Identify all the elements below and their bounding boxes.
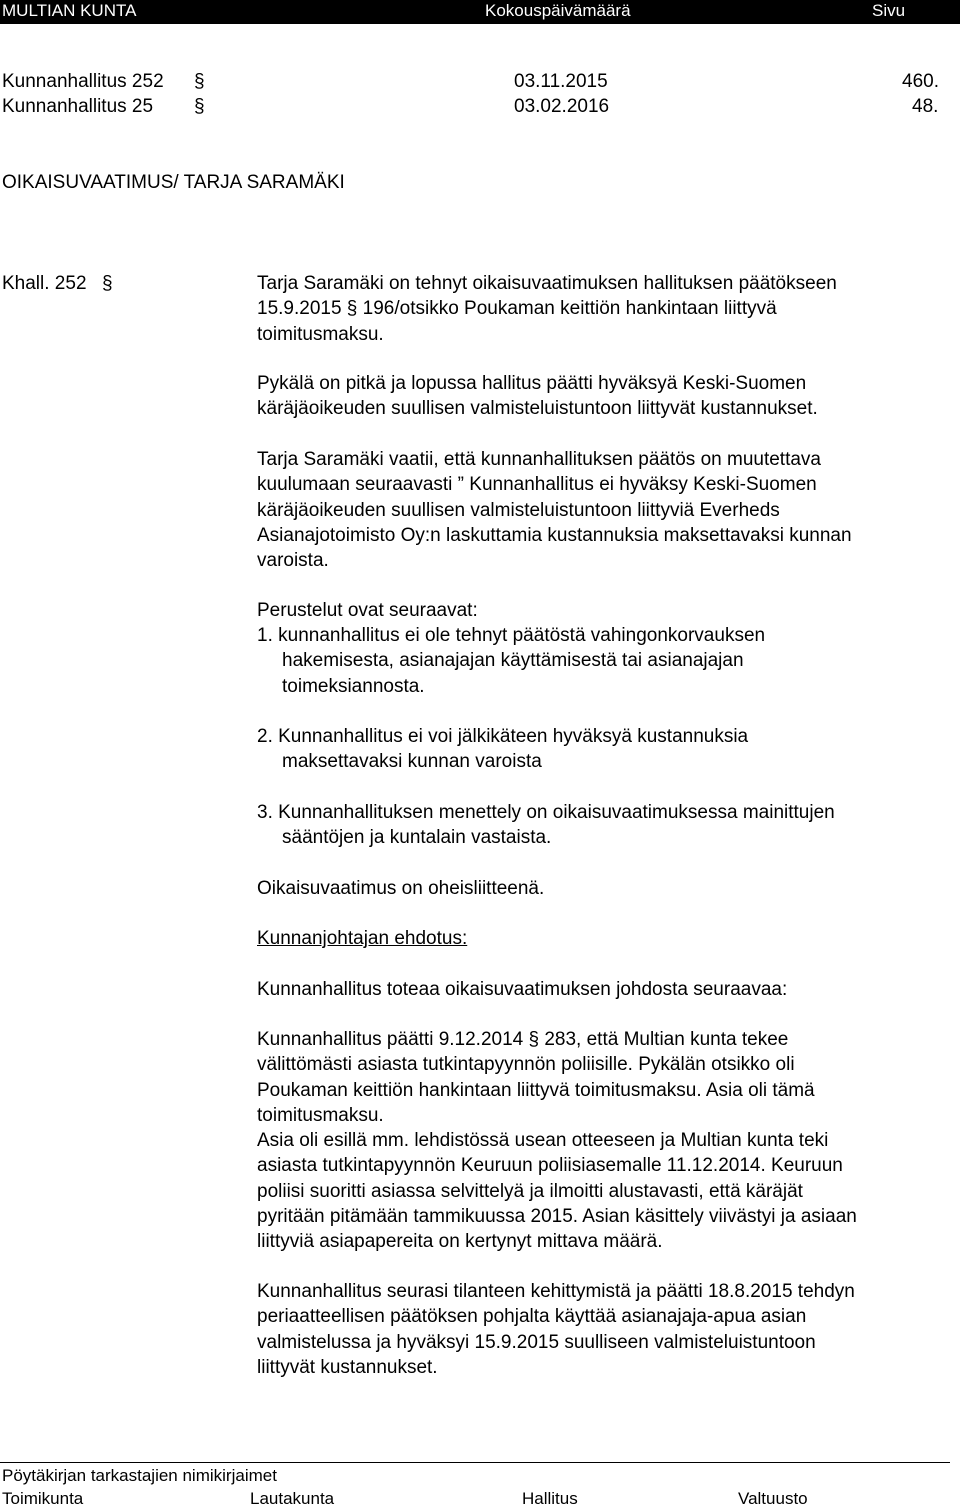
- attachment-note: Oikaisuvaatimus on oheisliitteenä.: [257, 878, 545, 899]
- proposal-intro: Kunnanhallitus toteaa oikaisuvaatimuksen johdosta seuraavaa:: [257, 979, 788, 1000]
- history-page: 48.: [912, 96, 939, 117]
- municipality-name: MULTIAN KUNTA: [2, 1, 137, 20]
- meeting-date-label: Kokouspäivämäärä: [485, 1, 631, 20]
- proposal-heading: Kunnanjohtajan ehdotus:: [257, 928, 468, 949]
- section-sign: §: [194, 96, 205, 117]
- ground-item-3: 3. Kunnanhallituksen menettely on oikaisuvaatimuksessa mainittujen sääntöjen ja kuntalain vastaista.: [257, 802, 835, 849]
- footer-body-council: Valtuusto: [738, 1489, 808, 1508]
- footer-body-committee: Toimikunta: [2, 1489, 84, 1508]
- history-body: Kunnanhallitus 252: [2, 71, 164, 92]
- history-date: 03.02.2016: [514, 96, 610, 117]
- ground-item-1: 1. kunnanhallitus ei ole tehnyt päätöstä vahingonkorvauksen hakemisesta, asianajajan käyttämisestä tai asianajajan toimeksiannosta.: [257, 625, 766, 697]
- history-body: Kunnanhallitus 25: [2, 96, 154, 117]
- initials-label: Pöytäkirjan tarkastajien nimikirjaimet: [2, 1466, 277, 1485]
- paragraph-background: Kunnanhallitus päätti 9.12.2014 § 283, että Multian kunta tekee välittömästi asiasta tutkintapyynnön poliisille. Pykälän otsikko oli Poukaman keittiön hankintaan liittyvä toimitusmaksu. Asia oli tämä toimitusmaksu. Asia oli esillä mm. lehdistössä usean otteeseen ja Multian kunta teki asiasta tutkintapyynnön Keuruun poliisiasemalle 11.12.2014. Keuruun poliisi suoritti asiassa selvittelyä ja ilmoitti alustavasti, että käräjät pyritään pitämään tammikuussa 2015. Asian käsittely viivästyi ja asiaan liittyviä asiapapereita on kertynyt mittava määrä.: [257, 1029, 857, 1253]
- page-header: [0, 0, 960, 24]
- section-sign: §: [102, 273, 113, 294]
- section-reference: Khall. 252: [2, 273, 87, 294]
- footer-body-government: Hallitus: [522, 1489, 578, 1508]
- footer-body-board: Lautakunta: [250, 1489, 335, 1508]
- history-date: 03.11.2015: [514, 71, 608, 92]
- paragraph-demand: Tarja Saramäki vaatii, että kunnanhallituksen päätös on muutettava kuulumaan seuraavasti ” Kunnanhallitus ei hyväksy Keski-Suomen käräjäoikeuden suullisen valmisteluistuntoon liittyviä Everheds Asianajotoimisto Oy:n laskuttamia kustannuksia maksettavaksi kunnan varoista.: [257, 449, 852, 572]
- history-page: 460.: [902, 71, 939, 92]
- section-sign: §: [194, 71, 205, 92]
- grounds-heading: Perustelut ovat seuraavat:: [257, 600, 478, 621]
- page-label: Sivu: [872, 1, 906, 20]
- paragraph-decision: Kunnanhallitus seurasi tilanteen kehittymistä ja päätti 18.8.2015 tehdyn periaatteellisen päätöksen pohjalta käyttää asianajaja-apua asian valmistelussa ja hyväksyi 15.9.2015 suulliseen valmisteluistuntoon liittyvät kustannukset.: [257, 1281, 855, 1378]
- paragraph-complaint: Tarja Saramäki on tehnyt oikaisuvaatimuksen hallituksen päätökseen 15.9.2015 § 196/otsikko Poukaman keittiön hankintaan liittyvä toimitusmaksu.: [257, 273, 837, 345]
- paragraph-summary: Pykälä on pitkä ja lopussa hallitus päätti hyväksyä Keski-Suomen käräjäoikeuden suullisen valmisteluistuntoon liittyvät kustannukset.: [257, 373, 818, 420]
- ground-item-2: 2. Kunnanhallitus ei voi jälkikäteen hyväksyä kustannuksia maksettavaksi kunnan varoista: [257, 726, 749, 773]
- signature-line: [0, 1462, 950, 1463]
- document-title: OIKAISUVAATIMUS/ TARJA SARAMÄKI: [2, 172, 345, 193]
